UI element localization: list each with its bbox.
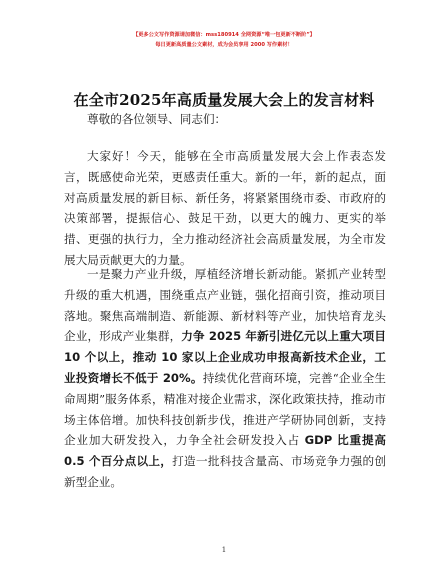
paragraph-industry-upgrade bbox=[64, 264, 386, 493]
promo-banner-line-2: 每日更新高质量公文素材，成为会员享用 2000 写作素材！ bbox=[155, 42, 293, 48]
paragraph-key-target: 力争 2025 年新引进亿元以上重大项目 10 个以上，推动 10 家以上企业成功申报高新技术企业，工业投资增长不低于 20%。 bbox=[64, 329, 386, 385]
page-number: 1 bbox=[221, 546, 227, 554]
document-title: 在全市2025年高质量发展大会上的发言材料 bbox=[73, 91, 375, 109]
greeting: 尊敬的各位领导、同志们： bbox=[87, 112, 227, 126]
paragraph-opening: 大家好！今天，能够在全市高质量发展大会上作表态发言，既感使命光荣，更感责任重大。新的一年，新的起点，面对高质量发展的新目标、新任务，将紧紧围绕市委、市政府的决策部署，提振信心、鼓足干劲，以更大的魄力、更实的举措、更强的执行力，全力推动经济社会高质量发展，为全市发展大局贡献更大的力量。 bbox=[64, 149, 386, 267]
paragraph-text-segment: 一是聚力产业升级，厚植经济增长新动能。紧抓产业转型升级的重大机遇，围绕重点产业链，强化招商引资，推动项目落地。聚焦高端制造、新能源、新材料等产业，加快培育龙头企业，形成产业集群， bbox=[64, 267, 386, 344]
promo-banner-line-1: 【更多公文写作资源请加微信：mss180914 全网资源“唯一包更新不断阶”】 bbox=[133, 32, 315, 38]
paragraph-text-segment: 打造一批科技含量高、市场竞争力强的创新型企业。 bbox=[64, 454, 386, 489]
paragraph-text-segment: 持续优化营商环境，完善“企业全生命周期”服务体系，精准对接企业需求，深化政策扶持，推动市场主体倍增。加快科技创新步伐，推进产学研协同创新，支持企业加大研发投入，力争全社会研发投入占 bbox=[64, 370, 386, 448]
paragraph-key-target: GDP 比重提高 0.5 个百分点以上， bbox=[64, 433, 386, 469]
